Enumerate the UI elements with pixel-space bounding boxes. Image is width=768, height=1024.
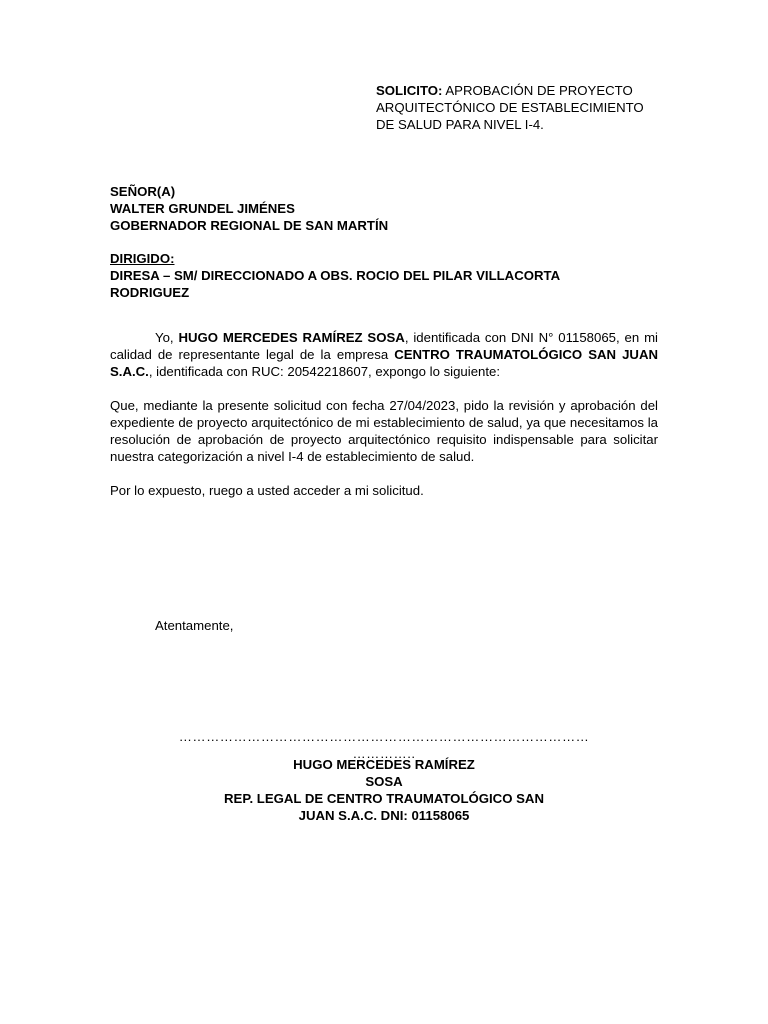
subject-line-3: DE SALUD PARA NIVEL I-4.: [376, 117, 544, 132]
subject-line-2: ARQUITECTÓNICO DE ESTABLECIMIENTO: [376, 100, 644, 115]
body-p1-company: CENTRO TRAUMATOLÓGICO SAN JUAN S.A.C.: [110, 347, 658, 379]
recipient-salutation: SEÑOR(A): [110, 184, 176, 199]
body-p1-end: , identificada con RUC: 20542218607, expongo lo siguiente:: [148, 364, 501, 379]
subject-label: SOLICITO:: [376, 83, 443, 98]
directed-line-2: RODRIGUEZ: [110, 285, 190, 300]
subject-line-1: APROBACIÓN DE PROYECTO: [442, 83, 633, 98]
body-p1-intro: Yo,: [155, 330, 179, 345]
letter-body: [110, 329, 658, 516]
signature-line-2: SOSA: [365, 774, 403, 789]
signature-dots-2: …………..: [352, 746, 416, 761]
body-paragraph-1: [110, 329, 658, 380]
body-p1-middle: , identificada con DNI N° 01158065, en mi calidad de representante legal de la empresa: [110, 330, 658, 362]
directed-block: [110, 250, 670, 301]
signature-line-3: REP. LEGAL DE CENTRO TRAUMATOLÓGICO SAN: [224, 791, 544, 806]
signature-dots-1: ………………………………………………………………………………: [178, 729, 590, 744]
body-paragraph-2: Que, mediante la presente solicitud con fecha 27/04/2023, pido la revisión y aprobación del expediente de proyecto arquitectónico de mi establecimiento de salud, ya que necesitamos la resolución de aprobación de proyecto arquitectónico requisito indispensable para solicitar nuestra categorización a nivel I-4 de establecimiento de salud.: [110, 398, 658, 464]
recipient-block: [110, 183, 670, 234]
subject-block: [376, 82, 676, 133]
body-p1-name: HUGO MERCEDES RAMÍREZ SOSA: [178, 330, 405, 345]
directed-label: DIRIGIDO:: [110, 251, 175, 266]
signature-line-1: HUGO MERCEDES RAMÍREZ: [293, 757, 475, 772]
recipient-name: WALTER GRUNDEL JIMÉNES: [110, 201, 295, 216]
body-paragraph-3: Por lo expuesto, ruego a usted acceder a mi solicitud.: [110, 483, 424, 498]
closing-text: Atentamente,: [155, 618, 234, 633]
recipient-title: GOBERNADOR REGIONAL DE SAN MARTÍN: [110, 218, 389, 233]
directed-line-1: DIRESA – SM/ DIRECCIONADO A OBS. ROCIO DEL PILAR VILLACORTA: [110, 268, 561, 283]
signature-block: [160, 756, 608, 824]
signature-line-4: JUAN S.A.C. DNI: 01158065: [298, 808, 470, 823]
